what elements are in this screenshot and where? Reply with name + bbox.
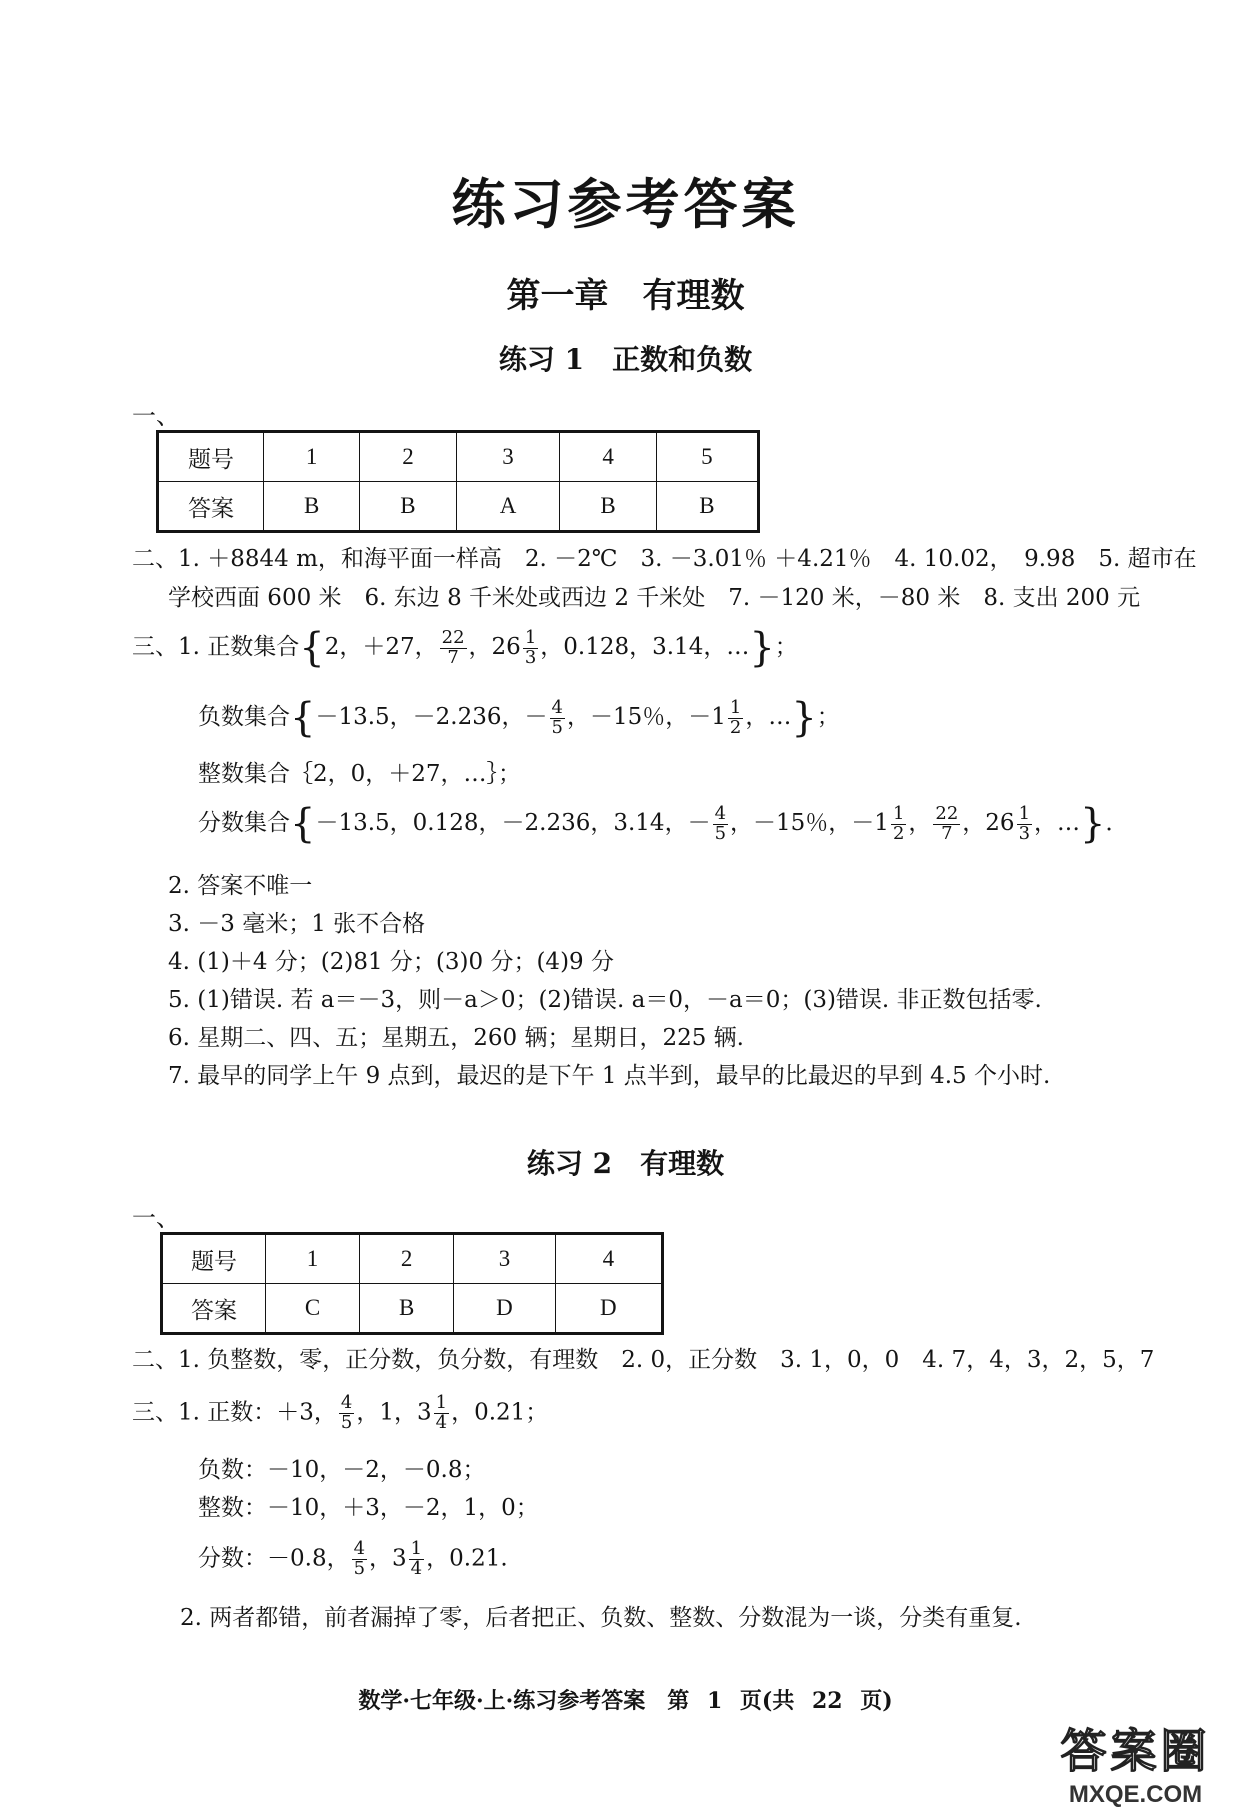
ex2-fraction-list — [198, 1540, 508, 1579]
table-cell: 4 — [555, 1234, 662, 1284]
numerator: 1 — [1018, 802, 1031, 824]
list-text: ，0.21. — [426, 1545, 508, 1572]
denominator: 7 — [941, 822, 953, 844]
denominator: 7 — [447, 646, 459, 668]
fraction — [550, 696, 565, 738]
ex2-negative-list: 负数：－10，－2，－0.8； — [198, 1457, 486, 1483]
left-brace: { — [290, 801, 316, 847]
fraction — [434, 1394, 449, 1433]
left-brace: { — [299, 625, 325, 671]
set-text: ， — [908, 810, 932, 836]
ex1-answer-item: 6. 星期二、四、五；星期五，260 辆；星期日，225 辆. — [168, 1025, 744, 1051]
fraction — [713, 802, 728, 844]
table-cell: D — [454, 1284, 555, 1334]
table-cell: 答案 — [162, 1284, 266, 1334]
ex1-positive-set — [132, 625, 798, 671]
fraction — [1017, 802, 1032, 844]
list-text: ＋3， — [276, 1399, 337, 1426]
denominator: 5 — [551, 716, 563, 738]
right-brace: } — [749, 625, 775, 671]
table-cell: 题号 — [162, 1234, 266, 1284]
ex2-integer-list: 整数：－10，＋3，－2，1，0； — [198, 1495, 539, 1521]
numerator: 4 — [353, 1538, 366, 1559]
ex1-answer-item: 5. (1)错误. 若 a＝－3，则－a＞0；(2)错误. a＝0，－a＝0；(3)错误. 非正数包括零. — [168, 987, 1042, 1013]
left-brace: { — [290, 695, 316, 741]
set-label: 负数集合 — [198, 704, 290, 730]
set-text: ，0.128，3.14，… — [540, 634, 750, 660]
denominator: 3 — [524, 646, 537, 668]
ex1-integer-set: 整数集合｛2，0，＋27，…｝； — [198, 761, 522, 787]
chapter-title: 第一章 有理数 — [506, 276, 745, 316]
exercise-1-title: 练习 1 正数和负数 — [498, 343, 753, 376]
ex1-answer-item: 3. －3 毫米；1 张不合格 — [168, 911, 426, 937]
page-footer: 数学·七年级·上·练习参考答案 第 1 页(共 22 页) — [358, 1688, 893, 1714]
set-text: ； — [774, 634, 798, 660]
set-text: ． — [1105, 810, 1129, 836]
table-cell: B — [560, 482, 656, 532]
table-row — [162, 1234, 663, 1284]
ex1-fraction-set — [198, 801, 1129, 847]
table-cell: 1 — [266, 1234, 360, 1284]
denominator: 2 — [892, 822, 905, 844]
list-label: 分数： — [198, 1545, 267, 1572]
numerator: 4 — [714, 802, 727, 824]
ex1-answer-item: 4. (1)＋4 分；(2)81 分；(3)0 分；(4)9 分 — [168, 949, 614, 975]
fraction — [933, 802, 960, 844]
table-cell: B — [264, 482, 360, 532]
set-text: ，26 — [962, 810, 1015, 836]
right-brace: } — [791, 695, 817, 741]
set-label: 分数集合 — [198, 810, 290, 836]
denominator: 4 — [435, 1411, 448, 1433]
numerator: 1 — [892, 802, 905, 824]
set-text: ； — [816, 704, 840, 730]
set-text: ，－15％，－1 — [730, 810, 889, 836]
table-cell: B — [360, 482, 456, 532]
denominator: 3 — [1018, 822, 1031, 844]
watermark-url: MXQE.COM — [1068, 1781, 1203, 1808]
fraction — [728, 696, 743, 738]
table-cell: C — [266, 1284, 360, 1334]
table-cell: A — [456, 482, 560, 532]
table-cell: D — [555, 1284, 662, 1334]
watermark-text: 答案圈 — [1060, 1724, 1211, 1778]
table-cell: 题号 — [158, 432, 264, 482]
table-cell: 1 — [264, 432, 360, 482]
ex1-negative-set — [198, 695, 840, 741]
set-label: 三、1. 正数集合 — [132, 634, 300, 660]
denominator: 4 — [410, 1557, 423, 1579]
numerator: 1 — [410, 1538, 423, 1559]
numerator: 1 — [524, 626, 537, 648]
page-title: 练习参考答案 — [451, 172, 800, 236]
numerator: 1 — [729, 696, 742, 718]
set-text: 2，＋27， — [324, 634, 438, 660]
list-text: －0.8， — [267, 1545, 350, 1572]
ex2-section-1-label: 一、 — [132, 1204, 180, 1232]
table-cell: 2 — [360, 1234, 454, 1284]
list-text: ，3 — [369, 1545, 407, 1572]
numerator: 1 — [435, 1392, 448, 1413]
ex2-positive-list — [132, 1394, 548, 1433]
ex1-section-1-label: 一、 — [132, 402, 180, 430]
table-row — [158, 432, 759, 482]
set-text: －13.5，0.128，－2.236，3.14，－ — [315, 810, 711, 836]
list-label: 三、1. 正数： — [132, 1399, 277, 1426]
set-text: ，… — [745, 704, 792, 730]
set-text: ，－15％，－1 — [566, 704, 726, 730]
watermark-logo — [1048, 1715, 1223, 1809]
right-brace: } — [1080, 801, 1106, 847]
ex2-answer-table — [160, 1232, 664, 1335]
numerator: 4 — [340, 1392, 353, 1413]
exercise-2-title: 练习 2 有理数 — [526, 1147, 725, 1180]
ex1-answer-item: 7. 最早的同学上午 9 点到，最迟的是下午 1 点半到，最早的比最迟的早到 4.5 个小时. — [168, 1063, 1051, 1089]
table-cell: 3 — [456, 432, 560, 482]
table-cell: B — [656, 482, 758, 532]
fraction — [409, 1540, 424, 1579]
denominator: 5 — [340, 1411, 353, 1433]
set-text: －13.5，－2.236，－ — [315, 704, 548, 730]
table-cell: 2 — [360, 432, 456, 482]
fraction — [440, 626, 467, 668]
table-row — [162, 1284, 663, 1334]
denominator: 2 — [729, 716, 742, 738]
table-cell: B — [360, 1284, 454, 1334]
denominator: 5 — [714, 822, 727, 844]
fraction — [891, 802, 906, 844]
numerator: 22 — [935, 802, 959, 824]
numerator: 22 — [441, 626, 465, 648]
table-cell: 4 — [560, 432, 656, 482]
list-text: ，0.21； — [451, 1399, 549, 1426]
ex2-answer-item: 2. 两者都错，前者漏掉了零，后者把正、负数、整数、分数混为一谈，分类有重复. — [180, 1605, 1022, 1631]
denominator: 5 — [353, 1557, 366, 1579]
list-text: ，1，3 — [356, 1399, 432, 1426]
set-text: ，26 — [468, 634, 521, 660]
ex1-answer-table — [156, 430, 760, 533]
set-text: ，… — [1034, 810, 1081, 836]
fraction — [339, 1394, 354, 1433]
table-cell: 答案 — [158, 482, 264, 532]
fraction — [352, 1540, 367, 1579]
ex1-answer-item: 2. 答案不唯一 — [168, 873, 313, 899]
ex1-section-2-line-2: 学校西面 600 米 6. 东边 8 千米处或西边 2 千米处 7. －120 米，－80 米 8. 支出 200 元 — [168, 585, 1141, 611]
numerator: 4 — [551, 696, 563, 718]
fraction — [523, 626, 538, 668]
table-cell: 3 — [454, 1234, 555, 1284]
table-cell: 5 — [656, 432, 758, 482]
table-row — [158, 482, 759, 532]
ex1-section-2-line-1: 二、1. ＋8844 m，和海平面一样高 2. －2℃ 3. －3.01％ ＋4.21％ 4. 10.02， 9.98 5. 超市在 — [132, 546, 1197, 572]
ex2-section-2-line: 二、1. 负整数，零，正分数，负分数，有理数 2. 0，正分数 3. 1，0，0 4. 7，4，3，2，5，7 — [132, 1347, 1155, 1373]
